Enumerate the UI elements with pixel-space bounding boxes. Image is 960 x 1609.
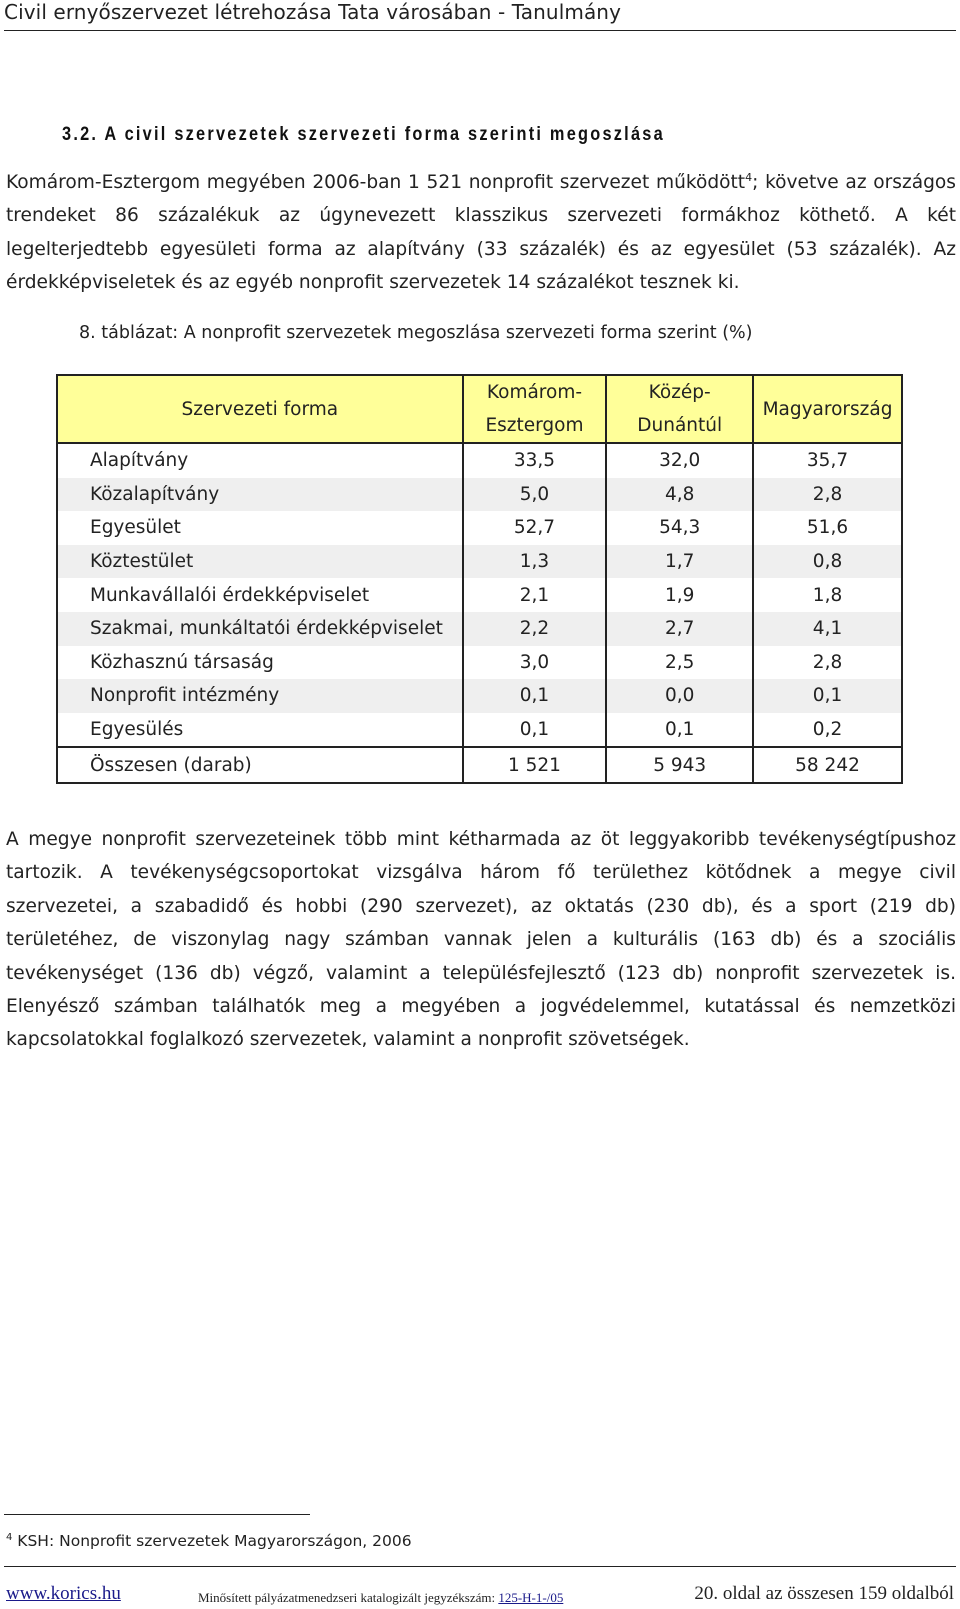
footnote	[6, 1532, 412, 1550]
cell-magyarorszag: 4,1	[753, 612, 902, 646]
cell-komarom: 1 521	[463, 747, 607, 783]
page-header-title: Civil ernyőszervezet létrehozása Tata városában - Tanulmány	[4, 0, 622, 24]
cell-komarom: 5,0	[463, 478, 607, 512]
cell-kozep: 1,9	[606, 578, 753, 612]
paragraph-activities: A megye nonprofit szervezeteinek több mint kétharmada az öt leggyakoribb tevékenységtípushoz tartozik. A tevékenységcsoportokat vizsgálva három fő területhez kötődnek a megye civil szervezetei, a szabadidő és hobbi (290 szervezet), az oktatás (230 db), és a sport (219 db) területéhez, de viszonylag nagy számban vannak jelen a kulturális (163 db) és a szociális tevékenységet (136 db) végző, valamint a településfejlesztő (123 db) nonprofit szervezetek is. Elenyésző számban találhatók meg a megyében a jogvédelemmel, kutatással és nemzetközi kapcsolatokkal foglalkozó szervezetek, valamint a nonprofit szövetségek.	[6, 829, 956, 1051]
header-komarom-line2: Esztergom	[485, 415, 584, 436]
cell-kozep: 5 943	[606, 747, 753, 783]
footer-divider	[4, 1566, 956, 1567]
table-row	[57, 646, 902, 680]
cell-magyarorszag: 1,8	[753, 578, 902, 612]
paragraph-intro-rest: ; követve az országos trendeket 86 százalékuk az úgynevezett klasszikus szervezeti formákhoz köthető. A két legelterjedtebb egyesületi forma az alapítvány (33 százalék) és az egyesület (53 százalék). Az érdekképviseletek és az egyéb nonprofit szervezetek 14 százalékot tesznek ki.	[6, 172, 956, 294]
cell-kozep: 2,5	[606, 646, 753, 680]
table-header-row	[57, 375, 902, 443]
table-row	[57, 511, 902, 545]
row-name: Egyesülés	[57, 713, 463, 748]
distribution-table	[56, 374, 903, 784]
row-name: Egyesület	[57, 511, 463, 545]
cell-kozep: 32,0	[606, 443, 753, 478]
cell-kozep: 2,7	[606, 612, 753, 646]
header-kozep	[606, 375, 753, 443]
cell-magyarorszag: 0,2	[753, 713, 902, 748]
footer-registry-note	[198, 1590, 563, 1606]
cell-kozep: 0,0	[606, 679, 753, 713]
table-row	[57, 713, 902, 748]
cell-komarom: 1,3	[463, 545, 607, 579]
header-kozep-line2: Dunántúl	[637, 415, 723, 436]
row-name: Köztestület	[57, 545, 463, 579]
cell-komarom: 2,2	[463, 612, 607, 646]
table-row	[57, 612, 902, 646]
cell-komarom: 3,0	[463, 646, 607, 680]
footnote-divider	[4, 1514, 310, 1515]
table-row	[57, 679, 902, 713]
paragraph-intro-start: Komárom-Esztergom megyében 2006-ban 1 521 nonprofit szervezet működött	[6, 172, 746, 193]
footer-website-link[interactable]: www.korics.hu	[6, 1583, 121, 1604]
table-total-row	[57, 747, 902, 783]
table-row	[57, 478, 902, 512]
row-name: Munkavállalói érdekképviselet	[57, 578, 463, 612]
header-form: Szervezeti forma	[57, 375, 463, 443]
header-magyarorszag: Magyarország	[753, 375, 902, 443]
cell-kozep: 0,1	[606, 713, 753, 748]
cell-kozep: 54,3	[606, 511, 753, 545]
table-caption: 8. táblázat: A nonprofit szervezetek megoszlása szervezeti forma szerint (%)	[79, 323, 753, 343]
header-divider	[4, 30, 956, 31]
cell-magyarorszag: 58 242	[753, 747, 902, 783]
cell-magyarorszag: 2,8	[753, 478, 902, 512]
table-row	[57, 578, 902, 612]
row-name: Közhasznú társaság	[57, 646, 463, 680]
row-name: Közalapítvány	[57, 478, 463, 512]
footnote-text: KSH: Nonprofit szervezetek Magyarországon, 2006	[12, 1532, 412, 1551]
header-kozep-line1: Közép-	[648, 382, 711, 403]
cell-magyarorszag: 51,6	[753, 511, 902, 545]
cell-magyarorszag: 2,8	[753, 646, 902, 680]
cell-komarom: 0,1	[463, 679, 607, 713]
footnote-reference[interactable]: 4	[745, 170, 753, 184]
table-row	[57, 443, 902, 478]
footer-page-number: 20. oldal az összesen 159 oldalból	[694, 1583, 954, 1604]
cell-magyarorszag: 0,1	[753, 679, 902, 713]
footer-registry-link[interactable]: 125-H-1-/05	[498, 1590, 564, 1605]
cell-magyarorszag: 0,8	[753, 545, 902, 579]
paragraph-intro	[6, 166, 956, 300]
cell-komarom: 0,1	[463, 713, 607, 748]
footnote-number: 4	[6, 1532, 13, 1543]
row-name: Összesen (darab)	[57, 747, 463, 783]
row-name: Alapítvány	[57, 443, 463, 478]
row-name: Szakmai, munkáltatói érdekképviselet	[57, 612, 463, 646]
table-row	[57, 545, 902, 579]
cell-komarom: 2,1	[463, 578, 607, 612]
cell-magyarorszag: 35,7	[753, 443, 902, 478]
cell-kozep: 4,8	[606, 478, 753, 512]
cell-komarom: 33,5	[463, 443, 607, 478]
cell-kozep: 1,7	[606, 545, 753, 579]
row-name: Nonprofit intézmény	[57, 679, 463, 713]
header-komarom	[463, 375, 607, 443]
header-komarom-line1: Komárom-	[486, 382, 583, 403]
section-title: 3.2. A civil szervezetek szervezeti forma szerinti megoszlása	[62, 124, 665, 145]
cell-komarom: 52,7	[463, 511, 607, 545]
footer-registry-label: Minősített pályázatmenedzseri katalogizált jegyzékszám:	[198, 1590, 499, 1605]
